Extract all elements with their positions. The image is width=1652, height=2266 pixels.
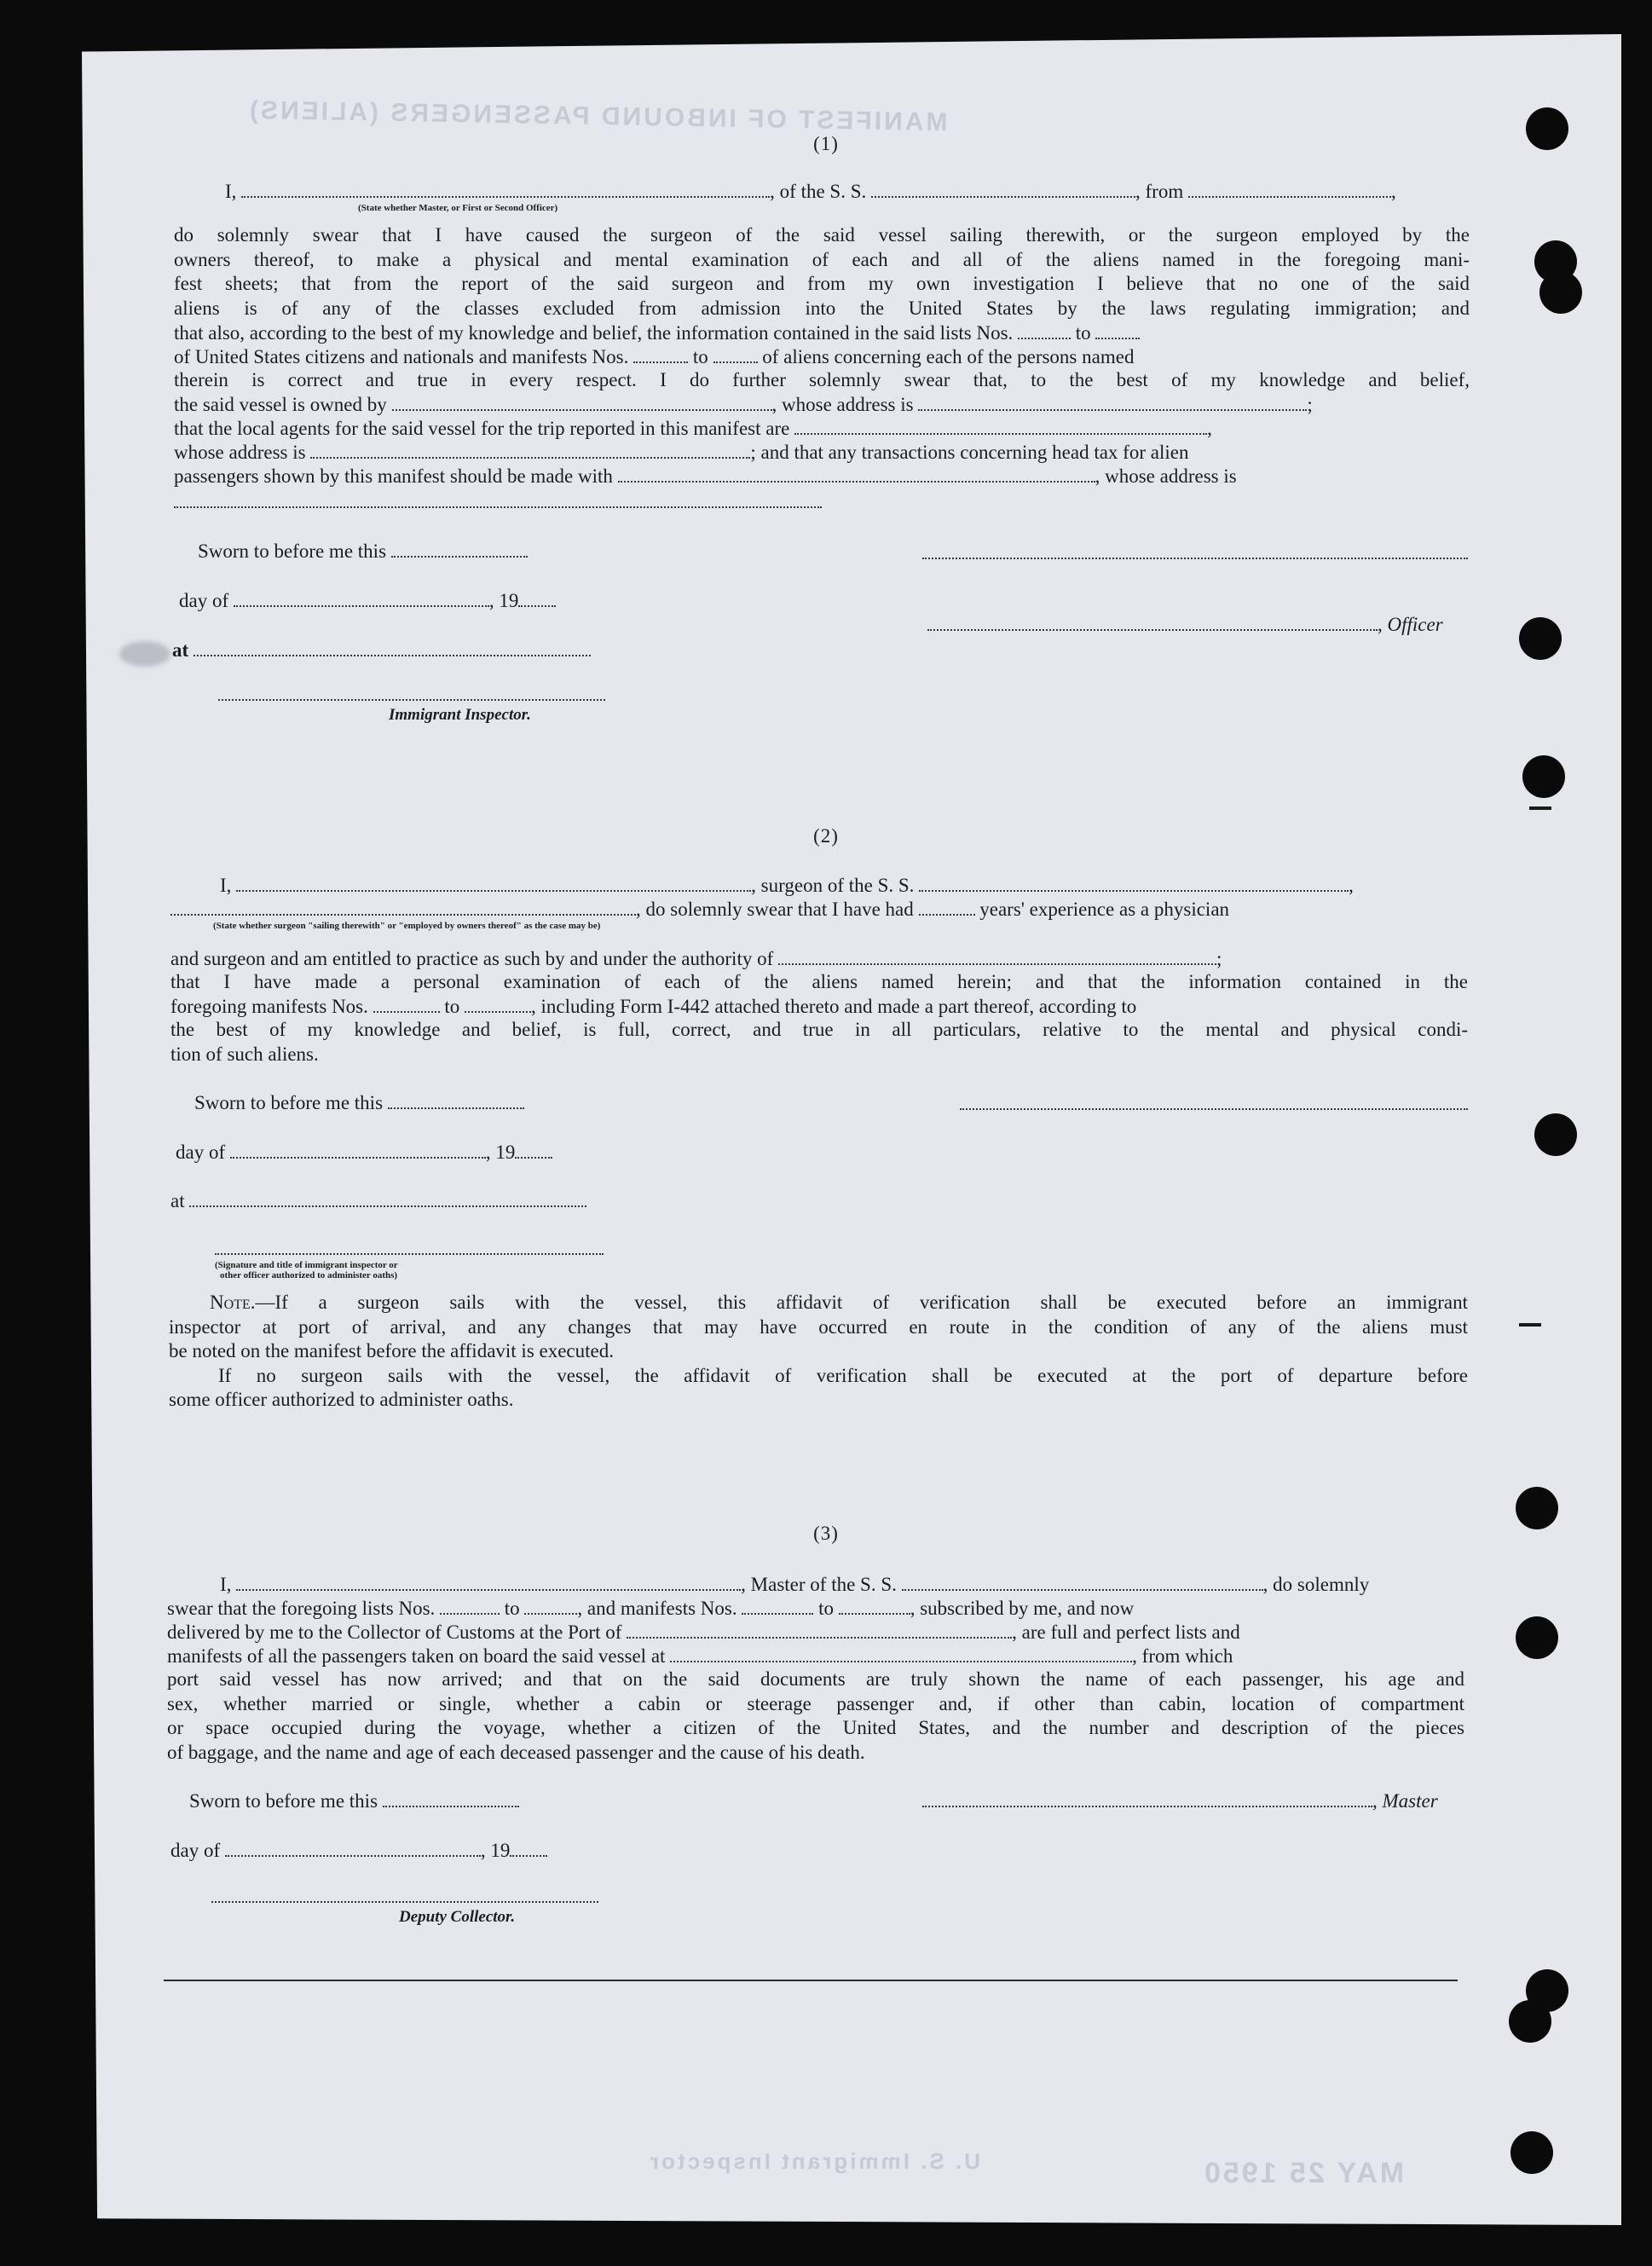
s3-vessel-blank[interactable] [902,1574,1263,1591]
s3-body: port said vessel has now arrived; and that on the said documents are truly shown the name of each passenger, his age and sex, whether married or single, whether a cabin or steerage passenger and, if other than cabin, location of compartment or space occupied during the voyage, whether a citizen of the United States, and the number and description of the pieces of baggage, and the name and age of each deceased passenger and the cause of his death. [167,1668,1464,1763]
s2-best: the best of my knowledge and belief, is full, correct, and true in all particulars, relative to the mental and physical condi- tion of such aliens. [170,1019,1468,1065]
s3-master-line: , Master [922,1789,1438,1813]
s1-at-blank[interactable] [194,639,591,656]
s3-lists-to-blank[interactable] [524,1598,577,1615]
s2-surgeon-type-blank[interactable] [170,899,636,916]
s1-officer-blank[interactable] [241,181,770,198]
s1-officer-line: , Officer [927,612,1443,637]
s1-line-1: I, , of the S. S. , from , [225,181,1396,202]
s2-body: that I have made a personal examination of each of the aliens named herein; and that the information contained in the [170,971,1468,992]
s1-head-tax-line: whose address is ; and that any transactions concerning head tax for alien [174,442,1189,463]
s2-year-blank[interactable] [515,1142,552,1159]
s2-line-1: I, , surgeon of the S. S. , [220,875,1354,896]
s1-officer-signature-blank[interactable] [927,614,1378,631]
s1-inspector-signature-line[interactable] [218,699,605,701]
s3-manifests-from-blank[interactable] [742,1598,813,1615]
section-3-number: (3) [813,1523,839,1544]
s1-from-blank[interactable] [1188,181,1391,198]
s1-day-of: day of , 19 [179,588,556,613]
s2-authority-line: and surgeon and am entitled to practice as such by and under the authority of ; [170,948,1222,969]
s2-foregoing-line: foregoing manifests Nos. to , including Form I-442 attached thereto and made a part thereof, according to [170,996,1137,1017]
s3-swear-line: swear that the foregoing lists Nos. to , and manifests Nos. to , subscribed by me, and now [167,1598,1135,1619]
s2-manifest-to-blank[interactable] [465,996,531,1013]
punch-hole [1539,271,1582,314]
s2-vessel-blank[interactable] [919,875,1349,892]
s1-owned-line: the said vessel is owned by , whose address is ; [174,394,1313,415]
s1-passengers-line: passengers shown by this manifest should be made with , whose address is [174,465,1237,487]
s3-collector-signature-line[interactable] [211,1901,598,1903]
s2-signature-line[interactable] [960,1108,1468,1110]
s2-sig-hint-2: other officer authorized to administer oaths) [220,1270,398,1280]
s1-year-blank[interactable] [518,590,556,607]
s2-at-blank[interactable] [189,1190,586,1207]
s1-agents-blank[interactable] [794,418,1207,435]
bottom-rule [164,1980,1458,1981]
s2-sworn: Sworn to before me this [194,1090,524,1115]
faded-bottom-stamp: MAY 25 1950 [1202,2157,1405,2189]
section-1-number: (1) [813,133,839,154]
s1-manifest-to-blank[interactable] [713,346,758,363]
s1-officer-signature-line-1[interactable] [922,558,1468,559]
s3-day-of: day of , 19 [170,1838,547,1863]
s3-lists-from-blank[interactable] [440,1598,500,1615]
s3-day-blank[interactable] [225,1840,481,1857]
s3-manifests-line: manifests of all the passengers taken on board the said vessel at , from which [167,1645,1233,1667]
s3-sworn-blank[interactable] [383,1790,519,1807]
s1-sworn: Sworn to before me this [198,539,528,564]
margin-mark [1529,806,1551,810]
s1-body: do solemnly swear that I have caused the surgeon of the said vessel sailing therewith, or the surgeon employed by the owners thereof, to make a physical and mental examination of each and all of the aliens named in the foregoing mani- fest sheets; that from the report of the said surgeon and from my own investigation I believe that no one of the said aliens is of any of the classes excluded from admission into the United States by the laws regulating immigration; and [174,224,1470,319]
s3-deputy-collector: Deputy Collector. [399,1908,516,1926]
s2-day-blank[interactable] [230,1142,486,1159]
s3-master-name-blank[interactable] [236,1574,741,1591]
note-label: Note. [210,1292,256,1313]
s1-lists-line: that also, according to the best of my knowledge and belief, the information contained in the said lists Nos. to [174,321,1140,345]
faded-bottom-text: U. S. Immigrant Inspector [648,2148,980,2174]
s2-manifest-from-blank[interactable] [373,996,440,1013]
s1-day-blank[interactable] [234,590,489,607]
s1-head-tax-address-blank[interactable] [174,506,822,508]
section-2-number: (2) [813,825,839,847]
s1-owner-address-blank[interactable] [918,394,1307,411]
s1-agents-line: that the local agents for the said vessel for the trip reported in this manifest are , [174,418,1212,439]
s1-vessel-blank[interactable] [871,181,1135,198]
s3-port-blank[interactable] [627,1621,1012,1639]
punch-hole [1522,755,1565,798]
s1-at: at [172,638,591,662]
punch-hole [1516,1616,1558,1659]
s1-immigrant-inspector: Immigrant Inspector. [389,706,531,724]
s1-manifest-from-blank[interactable] [633,346,688,363]
s2-inspector-signature-line[interactable] [215,1253,604,1255]
s1-officer-hint: (State whether Master, or First or Second Officer) [358,203,558,213]
s2-surgeon-hint: (State whether surgeon "sailing therewith" or "employed by owners thereof" as the case may be) [213,921,601,931]
s2-sig-hint-1: (Signature and title of immigrant inspector or [215,1260,398,1270]
s3-year-blank[interactable] [510,1840,547,1857]
s3-master-signature-blank[interactable] [922,1790,1372,1807]
s2-note: Note.—If a surgeon sails with the vessel, this affidavit of verification shall be executed before an immigrant inspector at port of arrival, and any changes that may have occurred en route in the condition of any of the aliens must be noted on the manifest before the affidavit is executed. If no surgeon sails with the vessel, the affidavit of verification shall be executed at the port of departure before some officer authorized to administer oaths. [169,1292,1468,1411]
s2-day-of: day of , 19 [176,1140,552,1165]
ink-smudge [119,641,170,667]
s1-sworn-blank[interactable] [391,540,528,558]
s2-years-blank[interactable] [919,899,975,916]
s1-lists-to-blank[interactable] [1095,322,1140,339]
s3-manifests-to-blank[interactable] [839,1598,910,1615]
s2-authority-blank[interactable] [778,948,1216,965]
s1-therein: therein is correct and true in every respect. I do further solemnly swear that, to the best of my knowledge and belief, [174,369,1470,390]
s1-owner-blank[interactable] [392,394,772,411]
s3-sworn: Sworn to before me this [189,1789,519,1813]
s2-sworn-blank[interactable] [388,1092,524,1109]
s3-port-departure-blank[interactable] [670,1645,1132,1662]
s2-at: at [170,1188,586,1213]
s3-delivered-line: delivered by me to the Collector of Customs at the Port of , are full and perfect lists and [167,1621,1240,1643]
s1-head-tax-blank[interactable] [618,465,1095,483]
s2-line-2: , do solemnly swear that I have had years' experience as a physician [170,897,1229,922]
s1-lists-from-blank[interactable] [1018,322,1071,339]
punch-hole [1510,2131,1553,2174]
margin-mark [1519,1323,1541,1327]
s1-agents-address-blank[interactable] [310,442,750,459]
punch-hole [1534,1113,1577,1156]
s2-surgeon-name-blank[interactable] [236,875,751,892]
punch-hole [1509,2000,1551,2043]
faded-header-title: MANIFEST OF INBOUND PASSENGERS (ALIENS) [246,95,948,137]
s3-line-1: I, , Master of the S. S. , do solemnly [220,1574,1370,1595]
s1-citizens-line: of United States citizens and nationals and manifests Nos. to of aliens concerning each of the persons named [174,346,1135,367]
punch-hole [1519,617,1562,660]
